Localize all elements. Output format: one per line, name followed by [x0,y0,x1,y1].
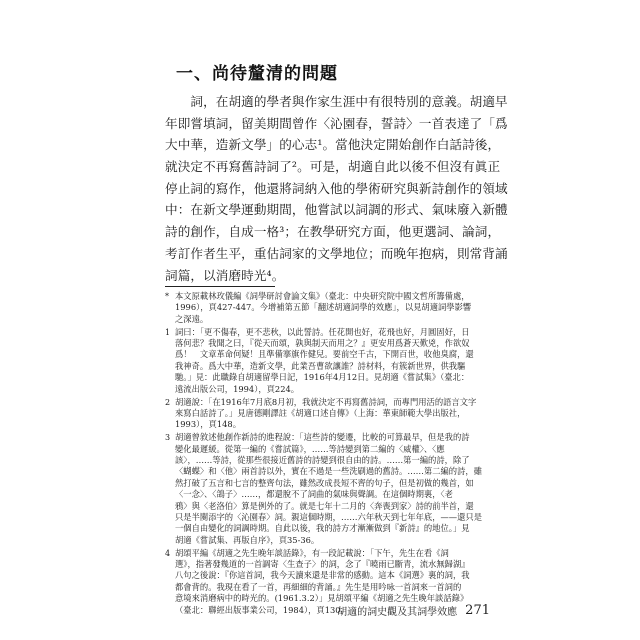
running-title: 胡適的詞史觀及其詞學效應 [337,607,458,618]
page-footer [337,603,490,618]
footnote-line: 落何悲？我聞之曰，『從天而頌，孰與制天而用之？』更安用爲蒼天歎兇，作欲奴 [175,338,470,349]
footnote-line: 然打破了五言和七言的整齊句法，雖然改成長短不齊的句子，但是初做的幾首，如 [175,477,474,488]
footnote-marker: 1 [165,327,171,337]
footnote-text [175,291,490,325]
footnotes [165,291,490,617]
footnote-line: 之深遠。 [175,313,209,324]
footnote-separator [165,286,275,287]
footnote [165,432,490,546]
footnote-line: 該〉，……等詩，從那些很接近舊詩的詩變到很自由的詩。……第一編的詩，除了 [175,454,470,465]
footnote-line: 我神奇。爲大中華，造新文學，此業吾曹欲讓誰？詩材料，有簇新世界，供我驅 [175,360,466,371]
page-number: 271 [465,603,490,618]
footnote-line: 遠流出版公司，1994），頁224。 [175,383,300,394]
footnote-line: 1993），頁148。 [175,419,241,430]
section-heading: 一、尚待釐清的問題 [176,64,338,84]
footnote-marker: 4 [165,548,171,558]
footnote-marker: * [165,292,169,301]
body-line: 停止詞的寫作，他還將詞納入他的學術研究與新詩創作的領域 [165,180,508,196]
body-line: 詞，在胡適的學者與作家生涯中有很特別的意義。胡適早 [165,94,508,109]
footnote-line: 胡適說：「在1916年7月底8月初，我就決定不再寫舊詩詞，而專門用活的語言文字 [175,396,477,407]
footnote [165,397,490,431]
footnote-line: 馳。」見：此職錄自胡適留學日記，1916年4月12日。見胡適《嘗試集》（臺北： [175,372,470,383]
footnote-line: 鴉〉與〈老洛伯〉算是例外的了。就是七年十二月的〈奔喪到家〉詩的前半首，還 [175,500,474,511]
footnote-line: 意境來消磨病中的時光的。(1961.3.2）」見胡頌平編《胡適之先生晚年談話錄》 [175,593,469,604]
body-line: 考訂作者生平，重估詞家的文學地位；而晚年抱病，則常背誦 [165,245,508,261]
body-line: 大中華，造新文學」的心志¹。當他決定開始創作白話詩後， [165,137,501,153]
footnote-line: 本文原載林玫儀編《詞學研討會論文集》（臺北：中央研究院中國文哲所籌備處， [175,291,470,301]
footnote-line: 胡適曾敘述他創作新詩的進程說：「這些詩的變遷，比較的可算最早，但是我的詩 [175,432,470,443]
footnote-line: 選》，指著發幾道的一首調寄〈生查子〉的詞，念了『曉雨已斷青，流水無歸湖』 [175,558,470,569]
footnote-text [175,432,490,546]
body-line: 詩的創作，自成一格³；在教學研究方面，他更選詞、論詞， [165,224,501,240]
body-line: 中：在新文學運動期間，他嘗試以詞調的形式、氣味廢入新體 [165,202,508,218]
footnote-line: 〈蝴蝶〉和〈他〉兩首詩以外，實在不過是一些洗刷過的舊詩。……第二編的詩，雖 [175,466,482,477]
footnote-line: 八句之後說：『你這首詞，我今天讀來還是非常的感動。這本《詞選》裏的詞，我 [175,570,470,581]
footnote-line: 只是半闋添字的〈沁園春〉詞。親這個時期，……六年秋天到七年年底，——還只是 [175,511,482,522]
body-paragraph [165,91,508,286]
footnote-text [175,327,490,395]
footnote-line: 胡適《嘗試集、再版自序》，頁35-36。 [175,534,320,545]
footnote-line: 都會背的。我現在看了一首，再細細的背誦。』先生是用吟咏一首詞來一首詞的 [175,581,462,592]
body-line: 詞篇，以消磨時光⁴。 [165,267,285,283]
footnote-text [175,397,490,431]
footnote-line: 1996），頁427-447。今增補第五節「翻述胡適詞學的效應」，以見胡適詞學影響 [175,302,472,313]
footnote-line: 〈一念〉、〈鴿子〉……，都還脫不了詞曲的氣味與聲調。在這個時期裏，〈老 [175,489,453,500]
footnote-line: 來寫白話詩了。」見唐德剛譯註《胡適口述自傳》（上海：華東師範大學出版社， [175,407,466,418]
body-line: 就決定不再寫舊詩詞了²。可是，胡適自此以後不但沒有眞正 [165,159,501,175]
footnote-line: （臺北：聯經出版事業公司，1984），頁130。 [175,604,349,615]
footnote-marker: 3 [165,433,171,443]
footnote-line: 胡頌平編《胡適之先生晚年談話錄》，有一段記載說：「下午，先生在看《詞 [175,547,449,558]
footnote [165,291,490,325]
footnote-line: 詞曰：「更不傷春，更不悲秋，以此誓詩。任花開也好，花飛也好，月圓固好，日 [175,326,470,337]
footnote [165,327,490,395]
footnote-marker: 2 [165,397,171,407]
footnote-line: 一個自由變化的詞調時期。自此以後，我的詩方才漸漸做到『新詩』的地位。」見 [175,523,470,534]
footnote-line: 爲！ 文章革命何疑！且準備搴旗作健兒。要前空千古，下開百世，收他臭腐，還 [175,349,474,360]
body-line: 年即嘗填詞，留美期間曾作〈沁園春，誓詩〉一首表達了「爲 [165,115,508,131]
footnote-line: 變化最遲緩。從第一編的《嘗試篇》，……等詩變到第二編的〈威權〉、〈應 [175,443,445,454]
